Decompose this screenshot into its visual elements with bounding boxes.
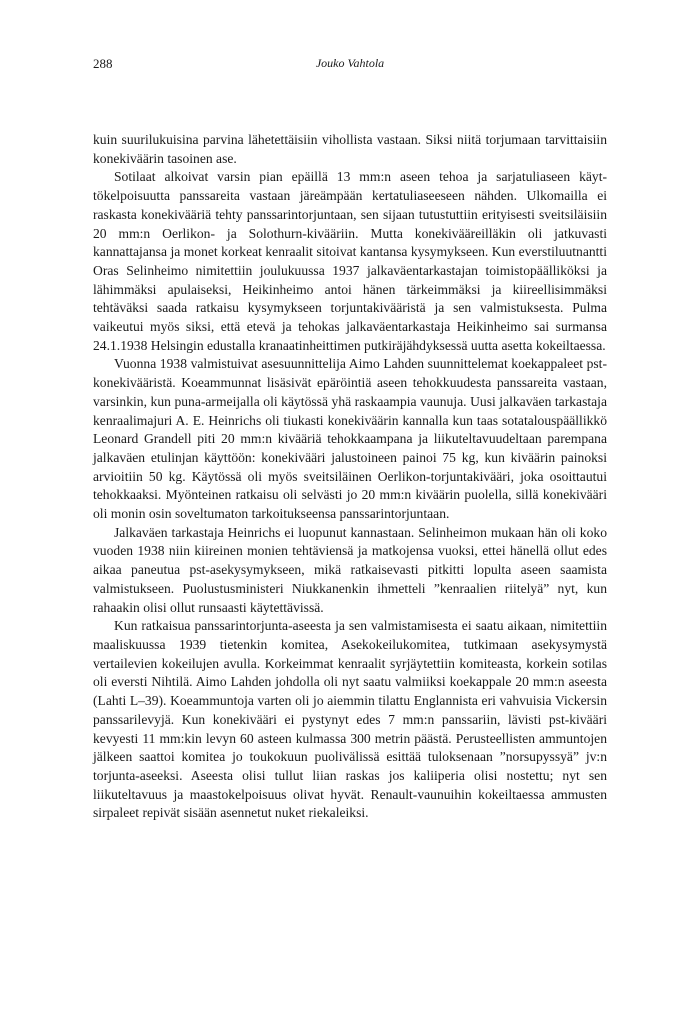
paragraph: Jalkaväen tarkastaja Heinrichs ei luopunut kannastaan. Selinheimon mukaan hän oli koko vuoden 1938 niin kiireinen monien tehtäviensä ja matkojensa vuoksi, ettei hänellä ollut edes aikaa paneutua pst-asekysymykseen, mikä ratkaisevasti pitkitti lopulta aseen saamista valmistukseen. Puolustusministeri Niukkanenkin ihmetteli ”kenraalien riitelyä” nyt, kun rahaakin olisi ollut runsaasti käytettävissä. — [93, 524, 607, 615]
paragraph: Sotilaat alkoivat varsin pian epäillä 13 mm:n aseen tehoa ja sarjatuliaseen käyttökelpoisuutta panssareita vastaan järeämpään kertatuliaseeseen nähden. Ulkomailla ei raskasta konekivääriä tehty panssarintorjuntaan, sen sijaan tutustuttiin erityisesti sveitsiläisiin 20 mm:n Oerlikon- ja Solothurn-kivääriin. Mutta konekivääreilläkin oli jatkuvasti kannattajansa ja monet korkeat kenraalit sitoivat kantansa kysymykseen. Kun everstiluutnantti Oras Selinheimo nimitettiin joulukuussa 1937 jalkaväentarkastajan toimistopäälliköksi ja lähimmäksi apulaiseksi, Heikinheimo antoi hänen tärkeimmäksi ja kiireellisimmäksi tehtäväksi saada ratkaisu kysymykseen torjuntakivääristä ja sen valmistuksesta. Pulma vaikeutui myös siksi, että etevä ja tehokas jalkaväentarkastaja Heikinheimo sai surmansa 24.1.1938 Helsingin edustalla kranaatinheittimen putkiräjähdyksessä uutta asetta kokeiltaessa. — [93, 169, 607, 353]
running-head-author: Jouko Vahtola — [315, 56, 385, 70]
paragraph: Kun ratkaisua panssarintorjunta-aseesta ja sen valmistamisesta ei saatu aikaan, nimitettiin maaliskuussa 1939 tietenkin komitea, Asekokeilukomitea, tutkimaan asekysymystä vertailevien kokeilujen avulla. Korkeimmat kenraalit syrjäytettiin komiteasta, korkein sotilas oli eversti Nihtilä. Aimo Lahden johdolla oli nyt saatu valmiiksi koekappale 20 mm:n aseesta (Lahti L–39). Koeammuntoja varten oli jo aiemmin tilattu Englannista eri vahvuisia Vickersin panssarilevyjä. Kun konekivääri ei pystynyt edes 7 mm:n panssariin, lävisti pst-kivääri kevyesti 11 mm:kin levyn 60 asteen kulmassa 300 metrin päästä. Perusteellisten ammuntojen jälkeen saattoi komitea jo toukokuun puolivälissä esittää tuloksenaan ”norsupyssyä” jv:n torjunta-aseeksi. Aseesta olisi tullut liian raskas jos kaliiperia olisi nostettu; nyt sen liikuteltavuus ja maastokelpoisuus olivat hyvät. Renault-vaunuihin kokeiltaessa ammusten sirpaleet repivät sisään asennetut nuket riekaleiksi. — [93, 618, 607, 821]
page-number: 288 — [93, 56, 113, 71]
body-text — [93, 131, 607, 823]
page-header — [93, 56, 607, 74]
paragraph-continued: kuin suurilukuisina parvina lähetettäisiin vihollista vastaan. Siksi niitä torjumaan tarvittaisiin konekiväärin tasoinen ase. — [93, 132, 607, 166]
paragraph: Vuonna 1938 valmistuivat asesuunnittelija Aimo Lahden suunnittelemat koekappaleet pst-konekivääristä. Koeammunnat lisäsivät epäröintiä aseen tehokkuudesta panssareita vastaan, varsinkin, kun puna-armeijalla oli käytössä yhä raskaampia vaunuja. Uusi jalkaväen tarkastaja kenraalimajuri A. E. Heinrichs oli tiukasti konekiväärin kannalla kun taas sotatalouspäällikkö Leonard Grandell piti 20 mm:n kivääriä tehokkaampana ja liikuteltavuudeltaan parempana jalkaväen etulinjan käyttöön: konekivääri jalustoineen painoi 75 kg, kun kiväärin painoksi arvioitiin 50 kg. Käytössä oli myös sveitsiläinen Oerlikon-torjuntakivääri, joka osoittautui tehokkaaksi. Myönteinen ratkaisu oli selvästi jo 20 mm:n kiväärin puolella, sillä konekivääri oli monin osin soveltumaton tarkoitukseensa panssarintorjuntaan. — [93, 356, 607, 522]
